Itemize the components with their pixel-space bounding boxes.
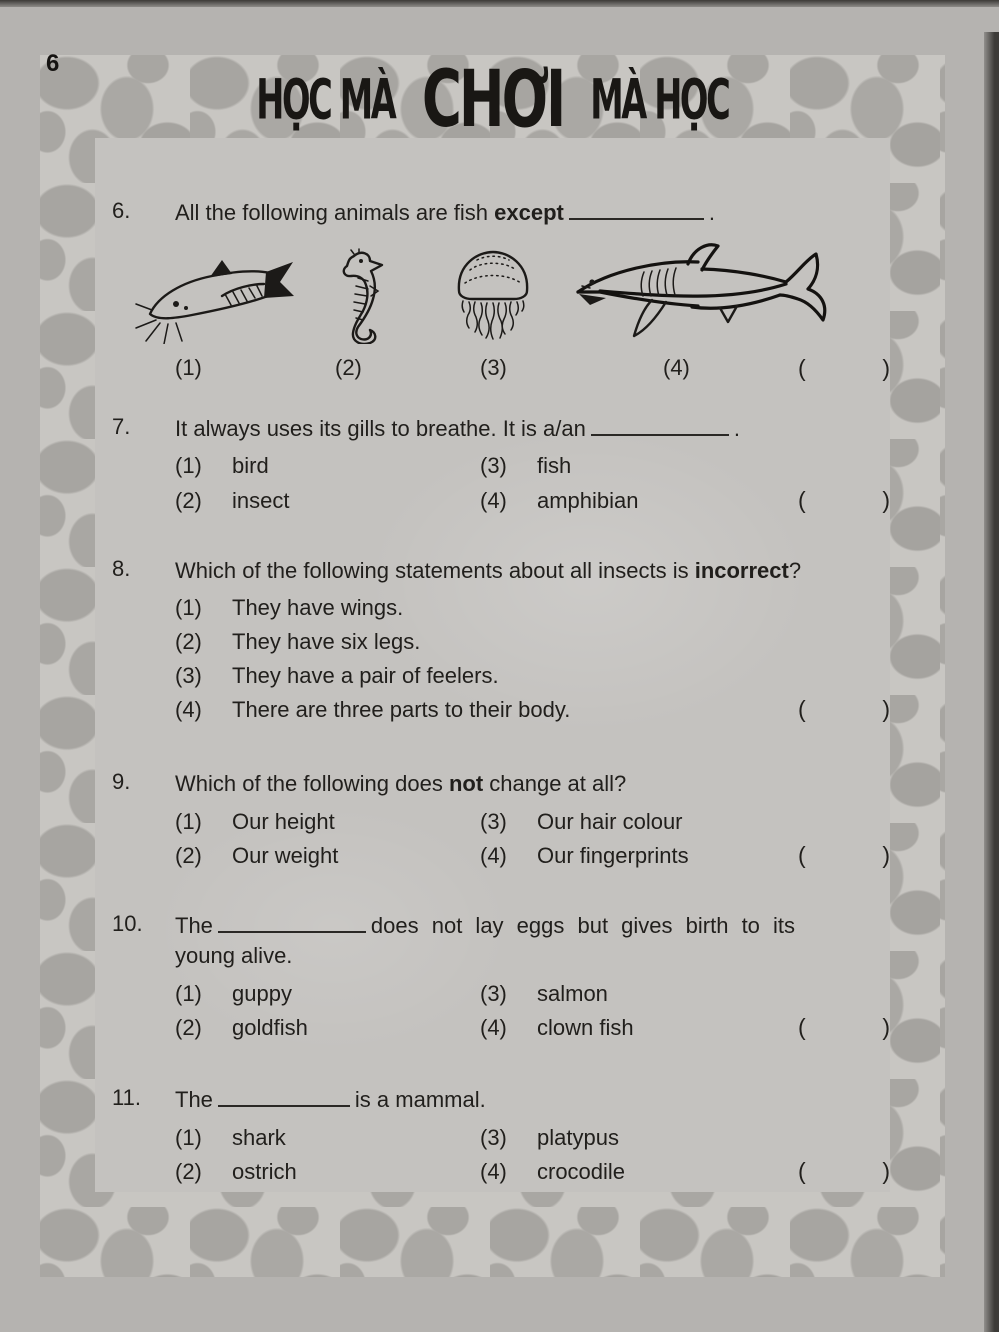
option-label: Our height: [232, 808, 335, 834]
option-label: They have six legs.: [232, 629, 421, 655]
option-number: (3): [480, 1124, 507, 1150]
bracket-open: (: [798, 354, 806, 381]
option-number: (1): [175, 808, 202, 834]
question-number: 8.: [112, 555, 131, 581]
answer-bracket: [798, 1157, 890, 1187]
question-7: [112, 414, 890, 516]
bold-word: not: [448, 771, 484, 797]
choice-number: (1): [175, 354, 202, 380]
question-number: 6.: [112, 198, 131, 223]
bracket-open: (: [798, 1014, 806, 1041]
question-text: The is a mammal.: [175, 1087, 486, 1113]
bracket-close: ): [882, 842, 890, 869]
blank-line: [569, 201, 704, 220]
option-number: (3): [175, 662, 202, 688]
option-label: Our hair colour: [537, 808, 683, 834]
option-label: platypus: [537, 1124, 619, 1150]
answer-bracket: [798, 486, 890, 516]
header-title: [40, 53, 945, 145]
choice-number: (4): [663, 354, 690, 380]
jellyfish-illustration: [451, 248, 535, 344]
question-number: 11.: [112, 1085, 141, 1111]
scan-top-edge: [0, 0, 999, 7]
scan-right-edge: [984, 32, 999, 1332]
option-label: clown fish: [537, 1015, 634, 1041]
option-number: (4): [480, 487, 507, 513]
option-label: ostrich: [232, 1159, 297, 1185]
options: [175, 980, 890, 1043]
option-label: shark: [232, 1124, 286, 1150]
catfish-illustration: [130, 244, 295, 344]
option-number: (2): [175, 629, 202, 655]
option-label: crocodile: [537, 1159, 626, 1185]
option-label: guppy: [232, 980, 292, 1006]
bracket-open: (: [798, 696, 806, 723]
answer-bracket: [798, 354, 890, 384]
option-number: (1): [175, 980, 202, 1006]
options: [175, 594, 890, 725]
option-label: There are three parts to their body.: [232, 697, 571, 723]
option-label: amphibian: [537, 487, 639, 513]
blank-line: [218, 914, 366, 933]
option-label: fish: [537, 453, 572, 479]
answer-bracket: [798, 841, 890, 871]
choice-number: (2): [335, 354, 362, 380]
option-number: (4): [175, 697, 202, 723]
option-number: (2): [175, 487, 202, 513]
animal-labels-row: [130, 354, 890, 384]
animal-images-row: [130, 242, 890, 344]
option-label: Our weight: [232, 843, 339, 869]
bracket-close: ): [882, 1158, 890, 1185]
option-number: (3): [480, 453, 507, 479]
question-number: 10.: [112, 911, 143, 937]
question-text: The does not lay eggs but gives birth to its: [175, 913, 796, 939]
answer-bracket: [798, 695, 890, 725]
option-number: (1): [175, 453, 202, 479]
question-number: 7.: [112, 413, 131, 439]
option-label: salmon: [537, 980, 608, 1006]
options: [175, 452, 890, 515]
bracket-close: ): [882, 1014, 890, 1041]
page-number: 6: [46, 50, 60, 77]
option-label: bird: [232, 453, 269, 479]
question-text: Which of the following does not change at all?: [175, 771, 627, 797]
choice-number: (3): [480, 354, 507, 380]
question-text: It always uses its gills to breathe. It is a/an .: [175, 415, 740, 441]
question-6: [112, 198, 890, 384]
option-number: (1): [175, 1124, 202, 1150]
option-number: (1): [175, 595, 202, 621]
option-label: goldfish: [232, 1015, 308, 1041]
option-number: (4): [480, 1159, 507, 1185]
question-text: All the following animals are fish except .: [175, 200, 715, 225]
bold-word: except: [494, 200, 564, 225]
answer-bracket: [798, 1013, 890, 1043]
question-text-line2: young alive.: [175, 942, 293, 968]
option-number: (2): [175, 1015, 202, 1041]
question-8: [112, 556, 890, 725]
bracket-open: (: [798, 842, 806, 869]
bracket-close: ): [882, 696, 890, 723]
question-10: [112, 911, 890, 1043]
title-part-left: HỌC MÀ: [256, 66, 395, 132]
bracket-open: (: [798, 1158, 806, 1185]
option-label: They have wings.: [232, 595, 404, 621]
blank-line: [218, 1088, 350, 1107]
option-label: They have a pair of feelers.: [232, 662, 499, 688]
question-9: [112, 769, 890, 871]
question-text: Which of the following statements about all insects is incorrect?: [175, 557, 802, 583]
option-number: (4): [480, 1015, 507, 1041]
option-number: (2): [175, 1159, 202, 1185]
bracket-close: ): [882, 354, 890, 381]
blank-line: [591, 417, 729, 436]
option-number: (3): [480, 980, 507, 1006]
option-number: (3): [480, 808, 507, 834]
option-label: insect: [232, 487, 290, 513]
title-part-right: MÀ HỌC: [590, 66, 729, 132]
options: [175, 1124, 890, 1187]
title-part-center: CHƠI: [421, 53, 564, 145]
option-number: (4): [480, 843, 507, 869]
bold-word: incorrect: [694, 557, 789, 583]
option-number: (2): [175, 843, 202, 869]
question-number: 9.: [112, 769, 131, 795]
options: [175, 808, 890, 871]
worksheet-content: [95, 138, 890, 1192]
seahorse-illustration: [330, 248, 386, 344]
option-label: Our fingerprints: [537, 843, 689, 869]
bracket-close: ): [882, 486, 890, 513]
shark-illustration: [570, 242, 835, 344]
bracket-open: (: [798, 486, 806, 513]
question-11: [112, 1085, 890, 1187]
